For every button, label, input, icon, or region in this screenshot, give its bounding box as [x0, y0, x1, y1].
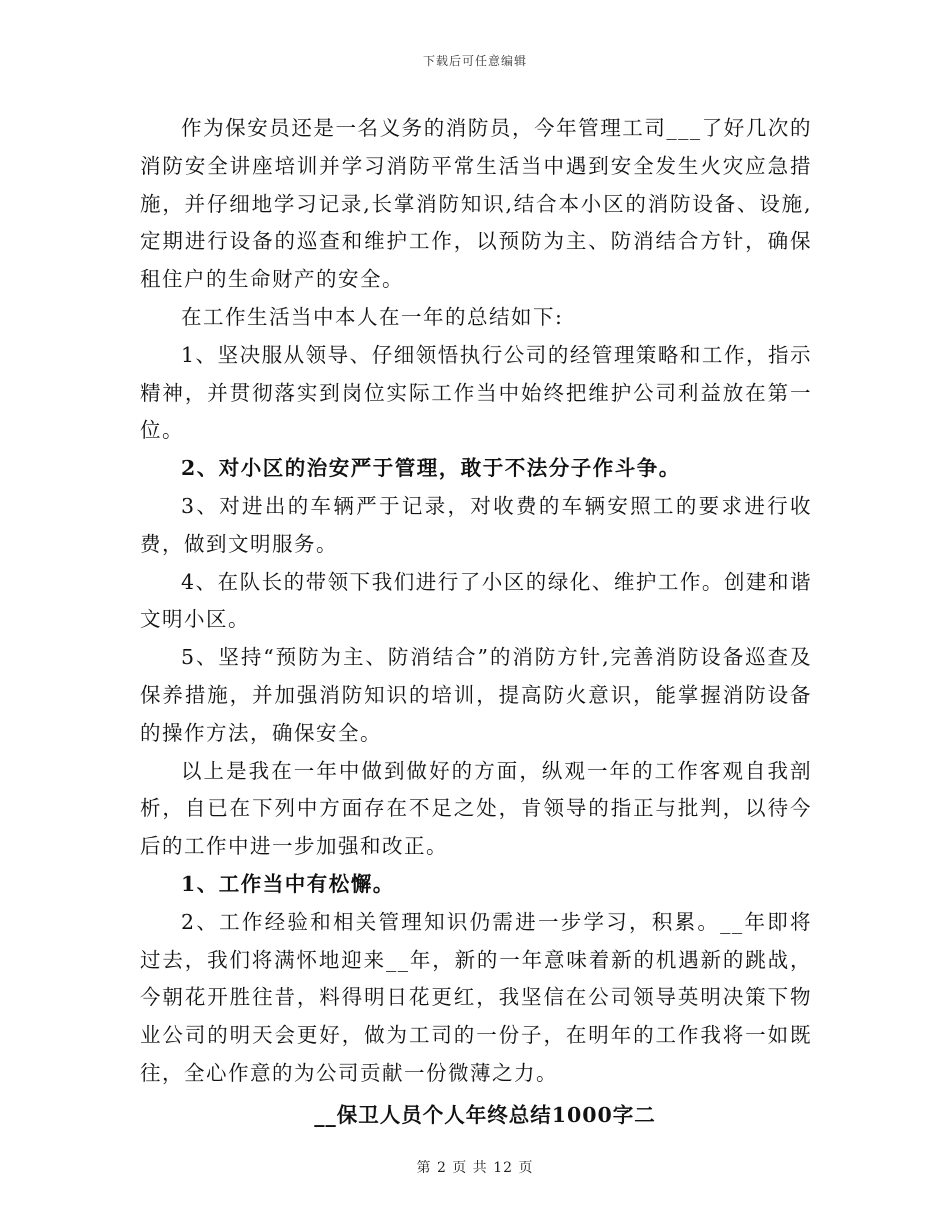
page-header: 下载后可任意编辑 — [422, 54, 527, 68]
paragraph-item-1: 1、坚决服从领导、仔细领悟执行公司的经管理策略和工作，指示精神，并贯彻落实到岗位实际工作当中始终把维护公司利益放在第一位。 — [140, 342, 812, 443]
paragraph-item-5: 5、坚持“预防为主、防消结合”的消防方针,完善消防设备巡查及保养措施，并加强消防知识的培训，提高防火意识，能掌握消防设备的操作方法，确保安全。 — [140, 645, 812, 745]
document-body — [140, 110, 812, 1135]
paragraph-self-analysis: 以上是我在一年中做到做好的方面，纵观一年的工作客观自我剖析，自已在下列中方面存在不足之处，肯领导的指正与批判，以待今后的工作中进一步加强和改正。 — [140, 758, 812, 859]
paragraph-item-3: 3、对进出的车辆严于记录，对收费的车辆安照工的要求进行收费，做到文明服务。 — [140, 493, 812, 556]
paragraph-summary-lead: 在工作生活当中本人在一年的总结如下: — [181, 304, 564, 329]
paragraph-intro: 作为保安员还是一名义务的消防员，今年管理工司___了好几次的消防安全讲座培训并学习消防平常生活当中遇到安全发生火灾应急措施，并仔细地学习记录,长掌消防知识,结合本小区的消防设备、设施,定期进行设备的巡查和维护工作，以预防为主、防消结合方针，确保租住户的生命财产的安全。 — [140, 116, 812, 292]
page-footer: 第 2 页 共 12 页 — [416, 1160, 534, 1176]
paragraph-shortcoming-1: 1、工作当中有松懈。 — [181, 871, 395, 896]
paragraph-item-4: 4、在队长的带领下我们进行了小区的绿化、维护工作。创建和谐文明小区。 — [140, 569, 812, 632]
paragraph-shortcoming-2: 2、工作经验和相关管理知识仍需进一步学习，积累。__年即将过去，我们将满怀地迎来__年，新的一年意味着新的机遇新的跳战，今朝花开胜往昔，料得明日花更红，我坚信在公司领导英明决策下物业公司的明天会更好，做为工司的一份子，在明年的工作我将一如既往，全心作意的为公司贡献一份微薄之力。 — [140, 909, 812, 1085]
paragraph-item-2: 2、对小区的治安严于管理，敢于不法分子作斗争。 — [181, 456, 681, 481]
section-heading: __保卫人员个人年终总结1000字二 — [314, 1102, 656, 1127]
